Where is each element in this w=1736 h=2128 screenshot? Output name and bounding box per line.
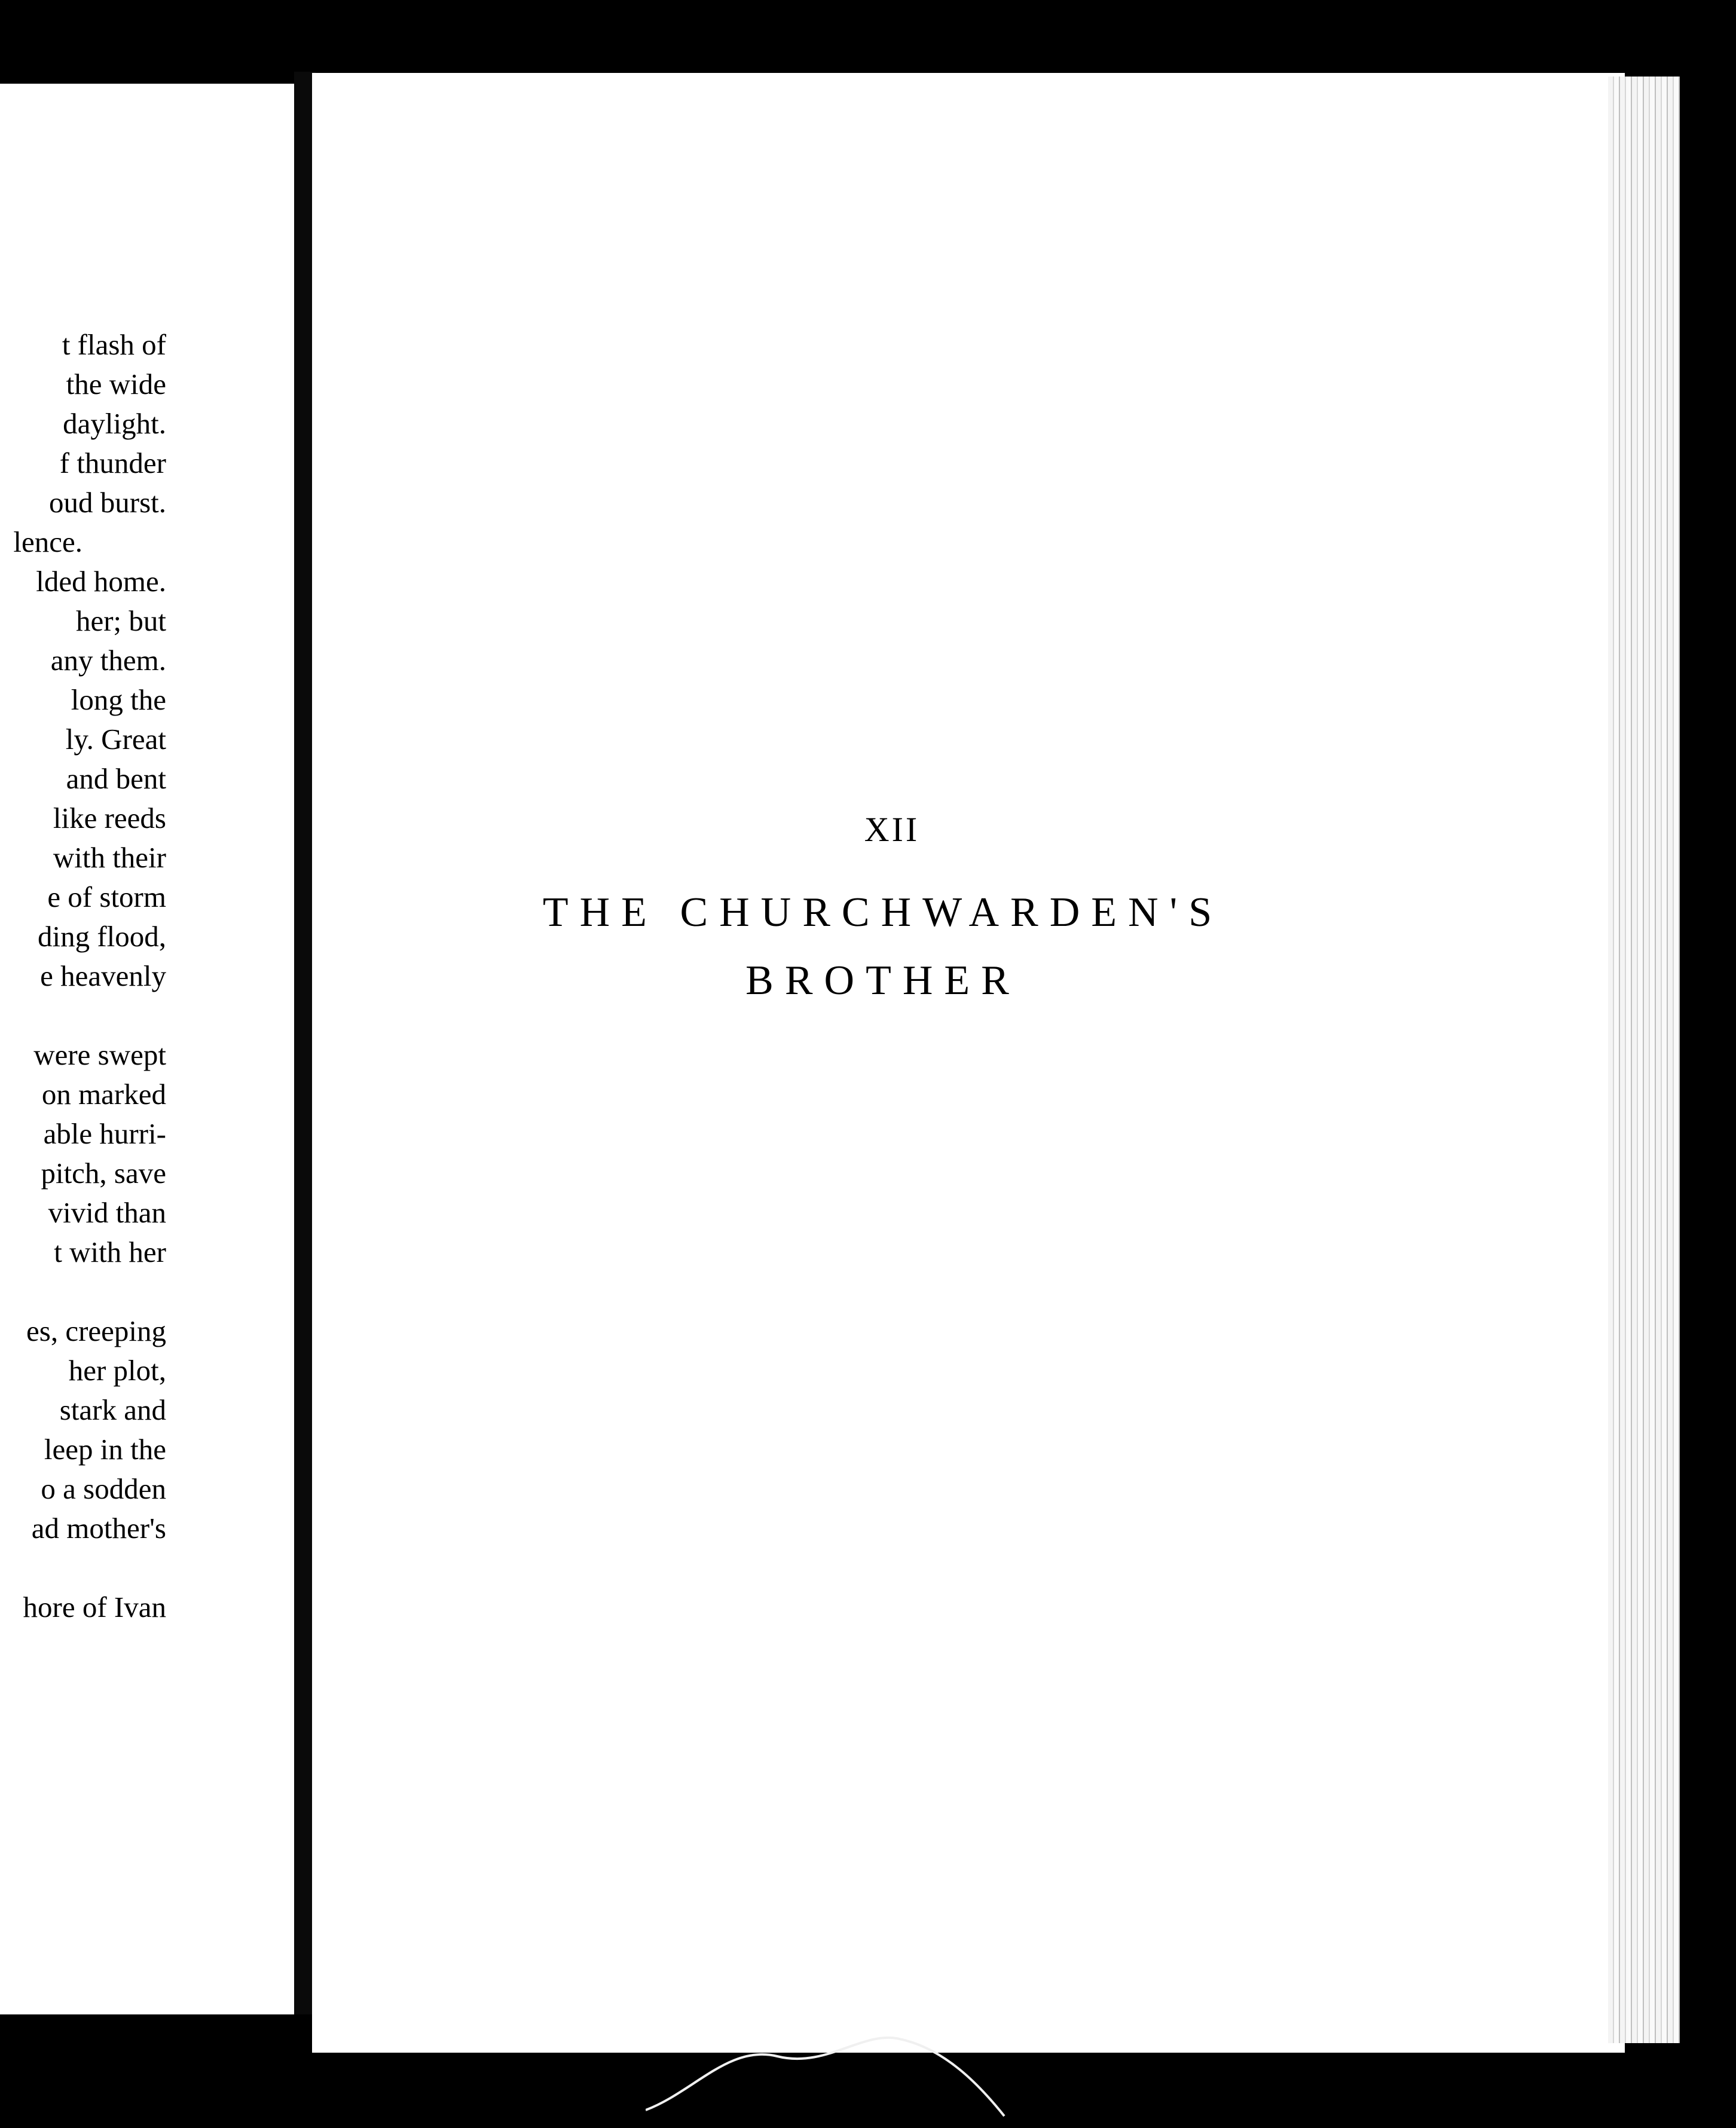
text-line: t with her xyxy=(54,1236,166,1268)
text-line: the wide xyxy=(66,368,166,400)
chapter-number: XII xyxy=(864,810,920,849)
page-edges xyxy=(1608,77,1680,2043)
text-line: were swept xyxy=(33,1038,166,1071)
text-line: able hurri- xyxy=(43,1117,166,1150)
chapter-title xyxy=(503,879,1263,1015)
text-line: her plot, xyxy=(68,1354,166,1387)
right-page xyxy=(312,73,1625,2053)
text-line: lence. xyxy=(13,525,82,558)
chapter-title-line-2: BROTHER xyxy=(745,958,1020,1004)
text-line: es, creeping xyxy=(26,1314,166,1347)
text-line: e heavenly xyxy=(40,959,166,992)
text-line: and bent xyxy=(66,762,166,795)
left-page xyxy=(0,84,294,2014)
text-line: pitch, save xyxy=(41,1157,166,1190)
loose-thread xyxy=(646,2020,1076,2122)
text-line: on marked xyxy=(41,1078,166,1111)
text-line: daylight. xyxy=(63,407,166,440)
text-line: leep in the xyxy=(44,1433,166,1466)
text-line: hore of Ivan xyxy=(23,1591,166,1623)
text-line: any them. xyxy=(50,644,166,677)
text-line: stark and xyxy=(59,1393,166,1426)
text-line: t flash of xyxy=(62,328,166,361)
text-line: oud burst. xyxy=(49,486,166,519)
text-line: vivid than xyxy=(48,1196,166,1229)
text-line: ad mother's xyxy=(31,1512,166,1545)
text-line: long the xyxy=(71,683,166,716)
text-line: with their xyxy=(53,841,166,874)
text-line: like reeds xyxy=(53,802,166,834)
text-line: lded home. xyxy=(36,565,166,598)
text-line: f thunder xyxy=(59,447,166,479)
text-line: ly. Great xyxy=(65,723,166,756)
text-line: ding flood, xyxy=(37,920,166,953)
text-line: her; but xyxy=(75,604,166,637)
text-line: o a sodden xyxy=(41,1472,166,1505)
chapter-title-line-1: THE CHURCHWARDEN'S xyxy=(542,889,1224,935)
text-line: e of storm xyxy=(47,880,166,913)
